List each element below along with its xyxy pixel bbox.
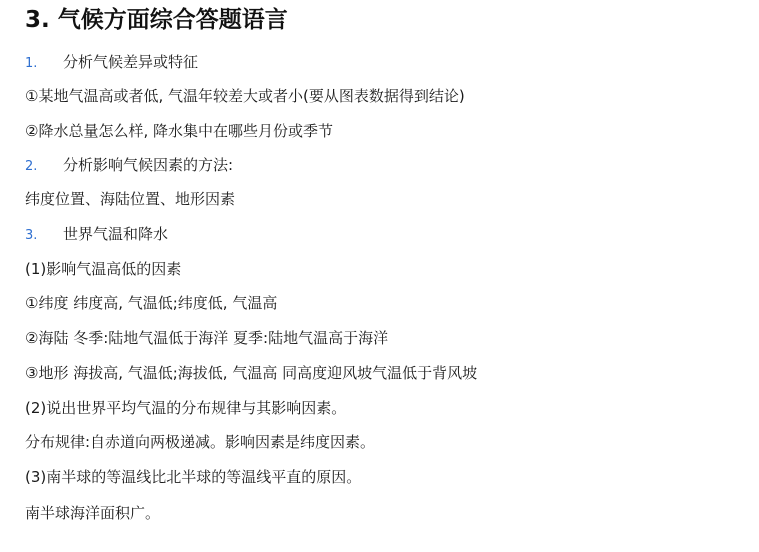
text-line: ①纬度 纬度高, 气温低;纬度低, 气温高 [25, 294, 278, 312]
text-line: (3)南半球的等温线比北半球的等温线平直的原因。 [25, 468, 362, 486]
list-number: 1. [25, 56, 38, 71]
text-line: ③地形 海拔高, 气温低;海拔低, 气温高 同高度迎风坡气温低于背风坡 [25, 364, 478, 382]
text-line: ①某地气温高或者低, 气温年较差大或者小(要从图表数据得到结论) [25, 87, 465, 105]
heading-text: 分析气候差异或特征 [63, 53, 199, 71]
text-line: ②降水总量怎么样, 降水集中在哪些月份或季节 [25, 122, 333, 140]
list-number: 3. [25, 228, 38, 243]
numbered-heading-1 [25, 51, 198, 75]
text-line: 分布规律:自赤道向两极递减。影响因素是纬度因素。 [25, 433, 376, 451]
heading-text: 分析影响气候因素的方法: [63, 156, 234, 174]
text-line: (1)影响气温高低的因素 [25, 260, 182, 278]
text-line: (2)说出世界平均气温的分布规律与其影响因素。 [25, 399, 347, 417]
text-line: 纬度位置、海陆位置、地形因素 [25, 190, 236, 208]
text-line: 南半球海洋面积广。 [25, 504, 161, 522]
text-line: ②海陆 冬季:陆地气温低于海洋 夏季:陆地气温高于海洋 [25, 329, 389, 347]
numbered-heading-3 [25, 223, 168, 247]
numbered-heading-2 [25, 154, 233, 178]
page-title: 3. 气候方面综合答题语言 [25, 7, 288, 33]
list-number: 2. [25, 159, 38, 174]
heading-text: 世界气温和降水 [63, 225, 169, 243]
